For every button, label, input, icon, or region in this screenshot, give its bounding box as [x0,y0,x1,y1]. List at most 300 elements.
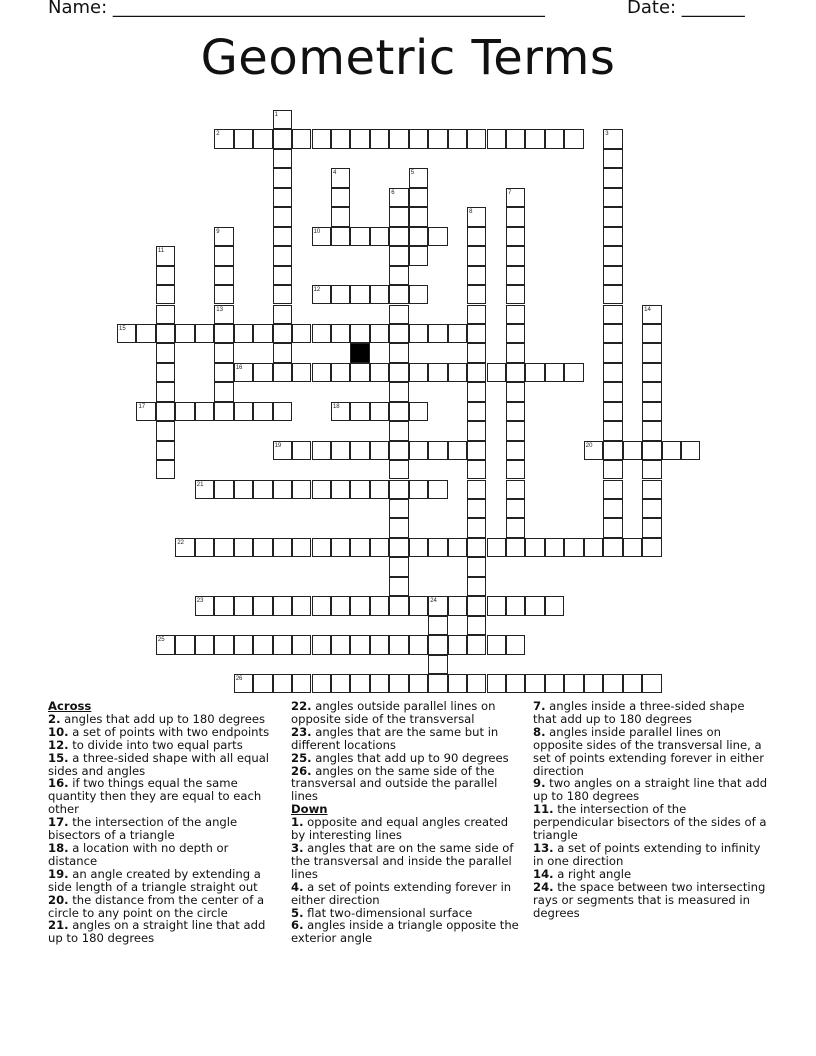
crossword-cell[interactable] [331,402,350,421]
crossword-cell[interactable] [506,518,525,537]
crossword-cell[interactable] [292,596,311,615]
crossword-cell[interactable] [642,441,661,460]
crossword-cell[interactable] [545,674,564,693]
crossword-cell[interactable] [467,460,486,479]
crossword-cell[interactable] [175,635,194,654]
crossword-cell[interactable] [370,596,389,615]
crossword-cell[interactable] [389,324,408,343]
crossword-cell[interactable] [214,402,233,421]
crossword-cell[interactable] [525,363,544,382]
crossword-cell[interactable] [214,363,233,382]
crossword-cell[interactable] [642,538,661,557]
crossword-cell[interactable] [214,227,233,246]
crossword-cell[interactable] [603,207,622,226]
crossword-cell[interactable] [331,596,350,615]
crossword-cell[interactable] [292,129,311,148]
crossword-cell[interactable] [312,674,331,693]
crossword-cell[interactable] [195,402,214,421]
crossword-cell[interactable] [273,168,292,187]
crossword-cell[interactable] [389,402,408,421]
crossword-cell[interactable] [487,363,506,382]
crossword-cell[interactable] [564,363,583,382]
crossword-cell[interactable] [312,324,331,343]
crossword-cell[interactable] [350,129,369,148]
crossword-cell[interactable] [234,538,253,557]
crossword-cell[interactable] [234,363,253,382]
crossword-cell[interactable] [409,188,428,207]
crossword-cell[interactable] [642,460,661,479]
crossword-cell[interactable] [545,129,564,148]
crossword-cell[interactable] [331,129,350,148]
crossword-cell[interactable] [409,168,428,187]
crossword-cell[interactable] [603,168,622,187]
crossword-cell[interactable] [214,596,233,615]
crossword-cell[interactable] [350,596,369,615]
crossword-cell[interactable] [409,635,428,654]
crossword-cell[interactable] [506,343,525,362]
crossword-cell[interactable] [467,499,486,518]
crossword-cell[interactable] [467,518,486,537]
crossword-cell[interactable] [506,674,525,693]
crossword-cell[interactable] [623,441,642,460]
crossword-cell[interactable] [603,402,622,421]
crossword-cell[interactable] [428,129,447,148]
crossword-cell[interactable] [175,402,194,421]
crossword-cell[interactable] [389,577,408,596]
crossword-cell[interactable] [603,421,622,440]
crossword-cell[interactable] [506,266,525,285]
crossword-cell[interactable] [195,596,214,615]
crossword-cell[interactable] [428,363,447,382]
crossword-cell[interactable] [195,538,214,557]
crossword-cell[interactable] [273,363,292,382]
crossword-cell[interactable] [428,596,447,615]
crossword-cell[interactable] [389,343,408,362]
crossword-cell[interactable] [389,227,408,246]
crossword-cell[interactable] [448,441,467,460]
crossword-cell[interactable] [506,324,525,343]
crossword-cell[interactable] [389,363,408,382]
crossword-cell[interactable] [273,343,292,362]
crossword-cell[interactable] [292,441,311,460]
crossword-cell[interactable] [642,674,661,693]
crossword-cell[interactable] [389,596,408,615]
crossword-cell[interactable] [428,616,447,635]
crossword-cell[interactable] [467,635,486,654]
crossword-cell[interactable] [331,538,350,557]
crossword-cell[interactable] [273,266,292,285]
crossword-cell[interactable] [409,402,428,421]
crossword-cell[interactable] [642,480,661,499]
crossword-cell[interactable] [389,538,408,557]
crossword-cell[interactable] [642,305,661,324]
crossword-cell[interactable] [214,266,233,285]
crossword-cell[interactable] [506,441,525,460]
crossword-cell[interactable] [370,674,389,693]
crossword-cell[interactable] [389,305,408,324]
crossword-cell[interactable] [253,363,272,382]
crossword-cell[interactable] [603,149,622,168]
crossword-cell[interactable] [603,480,622,499]
crossword-cell[interactable] [292,324,311,343]
crossword-cell[interactable] [487,635,506,654]
crossword-cell[interactable] [603,382,622,401]
crossword-cell[interactable] [545,363,564,382]
crossword-cell[interactable] [156,363,175,382]
crossword-cell[interactable] [273,110,292,129]
crossword-cell[interactable] [642,363,661,382]
crossword-cell[interactable] [603,305,622,324]
crossword-cell[interactable] [428,674,447,693]
crossword-cell[interactable] [370,129,389,148]
crossword-cell[interactable] [409,538,428,557]
crossword-cell[interactable] [389,207,408,226]
crossword-cell[interactable] [214,538,233,557]
crossword-cell[interactable] [603,674,622,693]
crossword-cell[interactable] [467,577,486,596]
crossword-cell[interactable] [409,441,428,460]
crossword-cell[interactable] [409,324,428,343]
crossword-cell[interactable] [273,207,292,226]
crossword-cell[interactable] [389,518,408,537]
crossword-cell[interactable] [156,305,175,324]
crossword-cell[interactable] [409,207,428,226]
crossword-cell[interactable] [389,285,408,304]
crossword-cell[interactable] [409,363,428,382]
crossword-cell[interactable] [428,441,447,460]
crossword-cell[interactable] [467,674,486,693]
crossword-cell[interactable] [428,480,447,499]
crossword-cell[interactable] [331,227,350,246]
crossword-cell[interactable] [331,480,350,499]
crossword-cell[interactable] [389,421,408,440]
crossword-cell[interactable] [603,285,622,304]
crossword-cell[interactable] [506,421,525,440]
crossword-cell[interactable] [350,324,369,343]
crossword-cell[interactable] [487,596,506,615]
crossword-cell[interactable] [350,227,369,246]
crossword-cell[interactable] [370,441,389,460]
crossword-cell[interactable] [253,129,272,148]
crossword-cell[interactable] [273,324,292,343]
crossword-cell[interactable] [409,674,428,693]
crossword-cell[interactable] [409,129,428,148]
crossword-cell[interactable] [292,363,311,382]
crossword-cell[interactable] [273,635,292,654]
crossword-cell[interactable] [312,363,331,382]
crossword-cell[interactable] [273,441,292,460]
crossword-cell[interactable] [428,324,447,343]
crossword-cell[interactable] [428,655,447,674]
crossword-cell[interactable] [506,596,525,615]
crossword-cell[interactable] [564,129,583,148]
crossword-cell[interactable] [350,402,369,421]
crossword-cell[interactable] [156,402,175,421]
crossword-cell[interactable] [156,343,175,362]
crossword-cell[interactable] [253,480,272,499]
crossword-cell[interactable] [642,499,661,518]
crossword-cell[interactable] [292,635,311,654]
crossword-cell[interactable] [525,674,544,693]
crossword-cell[interactable] [350,480,369,499]
crossword-cell[interactable] [273,227,292,246]
crossword-cell[interactable] [350,441,369,460]
crossword-cell[interactable] [312,227,331,246]
crossword-cell[interactable] [603,363,622,382]
crossword-cell[interactable] [642,402,661,421]
crossword-cell[interactable] [662,441,681,460]
crossword-cell[interactable] [253,596,272,615]
crossword-cell[interactable] [136,324,155,343]
crossword-cell[interactable] [603,499,622,518]
crossword-cell[interactable] [467,616,486,635]
crossword-cell[interactable] [292,480,311,499]
crossword-cell[interactable] [584,674,603,693]
crossword-cell[interactable] [253,635,272,654]
crossword-cell[interactable] [506,188,525,207]
crossword-cell[interactable] [273,129,292,148]
crossword-cell[interactable] [506,207,525,226]
crossword-cell[interactable] [525,129,544,148]
crossword-cell[interactable] [312,596,331,615]
crossword-cell[interactable] [214,382,233,401]
crossword-cell[interactable] [195,635,214,654]
crossword-cell[interactable] [370,324,389,343]
crossword-cell[interactable] [350,285,369,304]
crossword-cell[interactable] [506,635,525,654]
crossword-cell[interactable] [273,596,292,615]
crossword-cell[interactable] [467,441,486,460]
crossword-cell[interactable] [312,538,331,557]
crossword-cell[interactable] [584,538,603,557]
crossword-cell[interactable] [389,557,408,576]
crossword-cell[interactable] [312,635,331,654]
crossword-cell[interactable] [253,674,272,693]
crossword-cell[interactable] [214,480,233,499]
crossword-cell[interactable] [234,402,253,421]
crossword-cell[interactable] [428,538,447,557]
crossword-cell[interactable] [448,674,467,693]
crossword-cell[interactable] [642,421,661,440]
crossword-cell[interactable] [642,518,661,537]
crossword-cell[interactable] [389,188,408,207]
crossword-cell[interactable] [487,129,506,148]
crossword-cell[interactable] [603,227,622,246]
crossword-cell[interactable] [506,499,525,518]
crossword-cell[interactable] [467,596,486,615]
crossword-cell[interactable] [448,538,467,557]
crossword-cell[interactable] [156,324,175,343]
crossword-cell[interactable] [331,363,350,382]
crossword-cell[interactable] [253,402,272,421]
crossword-cell[interactable] [350,674,369,693]
crossword-cell[interactable] [273,402,292,421]
crossword-cell[interactable] [292,538,311,557]
crossword-cell[interactable] [642,343,661,362]
crossword-cell[interactable] [312,480,331,499]
crossword-cell[interactable] [389,246,408,265]
crossword-cell[interactable] [273,188,292,207]
crossword-cell[interactable] [156,285,175,304]
crossword-cell[interactable] [389,460,408,479]
crossword-cell[interactable] [564,674,583,693]
crossword-cell[interactable] [448,596,467,615]
crossword-cell[interactable] [642,324,661,343]
crossword-cell[interactable] [506,285,525,304]
crossword-cell[interactable] [506,129,525,148]
crossword-cell[interactable] [467,207,486,226]
crossword-cell[interactable] [292,674,311,693]
crossword-cell[interactable] [467,421,486,440]
crossword-cell[interactable] [389,635,408,654]
crossword-cell[interactable] [175,538,194,557]
crossword-cell[interactable] [331,207,350,226]
crossword-cell[interactable] [506,246,525,265]
crossword-cell[interactable] [448,129,467,148]
crossword-cell[interactable] [156,382,175,401]
crossword-cell[interactable] [370,363,389,382]
crossword-cell[interactable] [467,557,486,576]
crossword-cell[interactable] [467,382,486,401]
crossword-cell[interactable] [156,635,175,654]
crossword-cell[interactable] [234,674,253,693]
crossword-cell[interactable] [273,538,292,557]
crossword-cell[interactable] [506,305,525,324]
crossword-cell[interactable] [409,285,428,304]
crossword-cell[interactable] [506,227,525,246]
crossword-cell[interactable] [525,538,544,557]
crossword-cell[interactable] [448,324,467,343]
crossword-cell[interactable] [467,129,486,148]
crossword-cell[interactable] [253,324,272,343]
crossword-cell[interactable] [234,596,253,615]
crossword-cell[interactable] [331,324,350,343]
crossword-cell[interactable] [603,343,622,362]
crossword-cell[interactable] [331,168,350,187]
crossword-cell[interactable] [545,596,564,615]
crossword-cell[interactable] [195,480,214,499]
crossword-cell[interactable] [234,129,253,148]
crossword-cell[interactable] [506,363,525,382]
crossword-cell[interactable] [389,266,408,285]
crossword-cell[interactable] [448,363,467,382]
crossword-cell[interactable] [234,324,253,343]
crossword-cell[interactable] [370,538,389,557]
crossword-cell[interactable] [603,246,622,265]
crossword-cell[interactable] [506,382,525,401]
crossword-cell[interactable] [623,674,642,693]
crossword-cell[interactable] [603,518,622,537]
crossword-cell[interactable] [234,480,253,499]
crossword-cell[interactable] [273,674,292,693]
crossword-cell[interactable] [273,149,292,168]
crossword-cell[interactable] [389,480,408,499]
crossword-cell[interactable] [603,324,622,343]
crossword-cell[interactable] [273,305,292,324]
crossword-cell[interactable] [273,480,292,499]
crossword-cell[interactable] [370,285,389,304]
crossword-cell[interactable] [623,538,642,557]
crossword-cell[interactable] [467,285,486,304]
crossword-cell[interactable] [331,441,350,460]
crossword-cell[interactable] [156,460,175,479]
crossword-cell[interactable] [409,480,428,499]
crossword-cell[interactable] [545,538,564,557]
crossword-cell[interactable] [389,129,408,148]
crossword-cell[interactable] [214,635,233,654]
crossword-cell[interactable] [370,227,389,246]
crossword-cell[interactable] [603,188,622,207]
crossword-cell[interactable] [156,441,175,460]
crossword-cell[interactable] [603,266,622,285]
crossword-cell[interactable] [370,635,389,654]
crossword-cell[interactable] [389,499,408,518]
crossword-cell[interactable] [506,402,525,421]
crossword-cell[interactable] [603,538,622,557]
crossword-cell[interactable] [350,538,369,557]
crossword-cell[interactable] [273,285,292,304]
crossword-cell[interactable] [603,129,622,148]
crossword-cell[interactable] [603,441,622,460]
crossword-cell[interactable] [331,674,350,693]
crossword-cell[interactable] [156,421,175,440]
crossword-cell[interactable] [389,674,408,693]
crossword-cell[interactable] [156,266,175,285]
crossword-cell[interactable] [448,635,467,654]
crossword-cell[interactable] [253,538,272,557]
crossword-cell[interactable] [156,246,175,265]
crossword-cell[interactable] [370,480,389,499]
crossword-cell[interactable] [389,382,408,401]
crossword-cell[interactable] [331,188,350,207]
crossword-cell[interactable] [642,382,661,401]
crossword-cell[interactable] [350,363,369,382]
crossword-cell[interactable] [312,129,331,148]
crossword-cell[interactable] [467,402,486,421]
crossword-cell[interactable] [506,480,525,499]
crossword-cell[interactable] [312,441,331,460]
crossword-cell[interactable] [467,363,486,382]
crossword-cell[interactable] [467,246,486,265]
crossword-cell[interactable] [428,635,447,654]
crossword-cell[interactable] [467,227,486,246]
crossword-cell[interactable] [506,460,525,479]
crossword-cell[interactable] [409,227,428,246]
crossword-cell[interactable] [214,343,233,362]
crossword-cell[interactable] [681,441,700,460]
crossword-cell[interactable] [117,324,136,343]
crossword-cell[interactable] [370,402,389,421]
crossword-cell[interactable] [331,285,350,304]
crossword-cell[interactable] [487,538,506,557]
crossword-cell[interactable] [564,538,583,557]
crossword-cell[interactable] [389,441,408,460]
crossword-cell[interactable] [467,538,486,557]
crossword-cell[interactable] [525,596,544,615]
crossword-cell[interactable] [234,635,253,654]
crossword-cell[interactable] [331,635,350,654]
crossword-cell[interactable] [584,441,603,460]
crossword-cell[interactable] [214,324,233,343]
crossword-cell[interactable] [467,266,486,285]
crossword-cell[interactable] [409,246,428,265]
crossword-cell[interactable] [214,246,233,265]
crossword-cell[interactable] [428,227,447,246]
crossword-cell[interactable] [273,246,292,265]
crossword-cell[interactable] [467,305,486,324]
crossword-cell[interactable] [467,324,486,343]
crossword-cell[interactable] [175,324,194,343]
